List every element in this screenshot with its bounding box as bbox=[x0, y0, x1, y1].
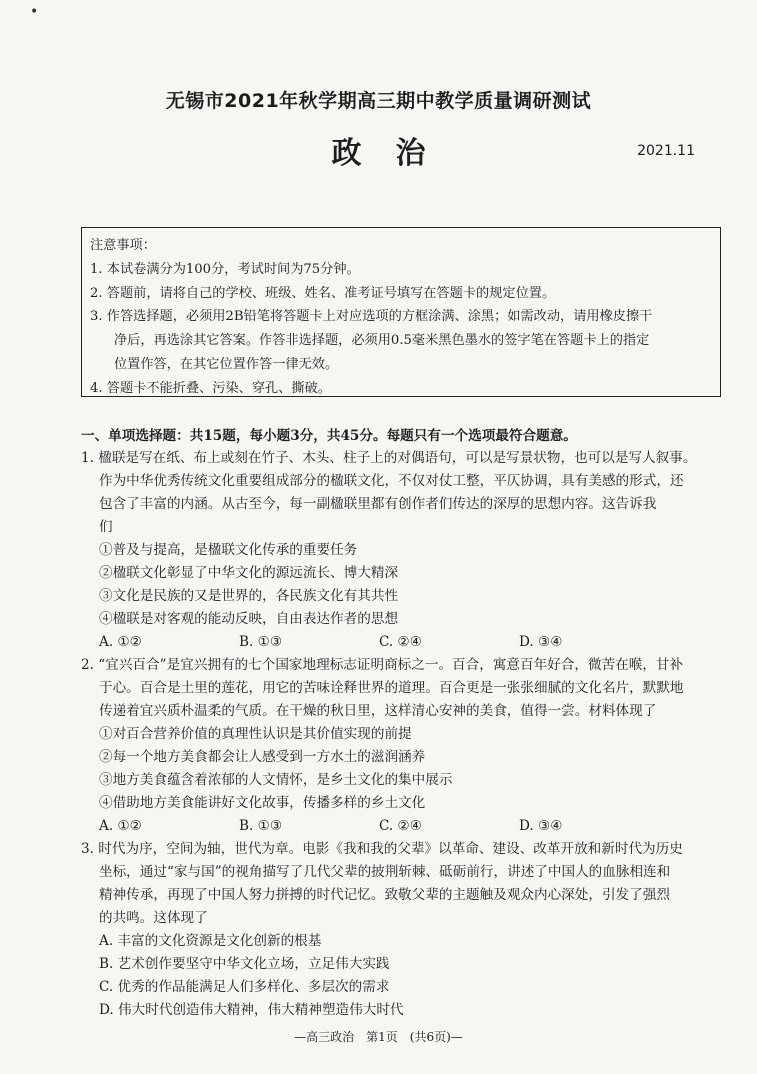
answer-choice: D. ③④ bbox=[519, 818, 563, 834]
notice-list bbox=[90, 258, 712, 401]
answer-choice: B. ①③ bbox=[239, 634, 283, 650]
exam-date: 2021.11 bbox=[637, 143, 695, 159]
notice-item: 位置作答，在其它位置作答一律无效。 bbox=[114, 356, 339, 372]
answer-choice: A. ①② bbox=[99, 818, 142, 834]
question-statement: ③地方美食蕴含着浓郁的人文情怀，是乡土文化的集中展示 bbox=[99, 772, 453, 788]
notice-item: 1. 本试卷满分为100分，考试时间为75分钟。 bbox=[90, 261, 360, 277]
notice-item: 3. 作答选择题，必须用2B铅笔将答题卡上对应选项的方框涂满、涂黑；如需改动，请用橡皮擦干 bbox=[90, 309, 653, 325]
question-block bbox=[81, 838, 726, 1022]
subject-title: 政治 bbox=[331, 136, 460, 171]
notice-item: 4. 答题卡不能折叠、污染、穿孔、撕破。 bbox=[90, 380, 331, 396]
answer-choice: B. ①③ bbox=[239, 818, 283, 834]
answer-choice: D. ③④ bbox=[519, 634, 563, 650]
question-statement: ④借助地方美食能讲好文化故事，传播多样的乡土文化 bbox=[99, 795, 426, 811]
answer-choice: C. ②④ bbox=[379, 818, 422, 834]
question-block bbox=[81, 447, 726, 654]
question-stem-line: 作为中华优秀传统文化重要组成部分的楹联文化，不仅对仗工整，平仄协调，具有美感的形式，还 bbox=[99, 473, 684, 489]
question-statement: ①普及与提高，是楹联文化传承的重要任务 bbox=[99, 542, 358, 558]
exam-title: 无锡市2021年秋学期高三期中教学质量调研测试 bbox=[165, 90, 592, 112]
question-stem-line: 的共鸣。这体现了 bbox=[99, 910, 208, 926]
question-stem-line: 1. 楹联是写在纸、布上或刻在竹子、木头、柱子上的对偶语句，可以是写景状物，也可以是写人叙事。 bbox=[81, 450, 697, 466]
question-stem-line: 坐标，通过“家与国”的视角描写了几代父辈的披荆斩棘、砥砺前行，讲述了中国人的血脉相连和 bbox=[99, 864, 671, 880]
question-list bbox=[81, 447, 726, 1022]
question-stem-line: 3. 时代为序，空间为轴，世代为章。电影《我和我的父辈》以革命、建设、改革开放和新时代为历史 bbox=[81, 841, 683, 857]
corner-mark: • bbox=[30, 4, 39, 20]
section-title: 一、单项选择题：共15题，每小题3分，共45分。每题只有一个选项最符合题意。 bbox=[81, 428, 577, 444]
question-statement: ②每一个地方美食都会让人感受到一方水土的滋润涵养 bbox=[99, 749, 426, 765]
question-stem-line: 包含了丰富的内涵。从古至今，每一副楹联里都有创作者们传达的深厚的思想内容。这告诉我 bbox=[99, 496, 657, 512]
answer-option: C. 优秀的作品能满足人们多样化、多层次的需求 bbox=[99, 979, 390, 995]
question-stem-line: 们 bbox=[99, 519, 113, 535]
notice-item: 2. 答题前，请将自己的学校、班级、姓名、准考证号填写在答题卡的规定位置。 bbox=[90, 285, 556, 301]
answer-choice: A. ①② bbox=[99, 634, 142, 650]
question-statement: ④楹联是对客观的能动反映，自由表达作者的思想 bbox=[99, 611, 399, 627]
notice-heading: 注意事项： bbox=[90, 238, 156, 253]
question-stem-line: 精神传承，再现了中国人努力拼搏的时代记忆。致敬父辈的主题触及观众内心深处，引发了强烈 bbox=[99, 887, 670, 903]
question-statement: ①对百合营养价值的真理性认识是其价值实现的前提 bbox=[99, 726, 412, 742]
question-statement: ③文化是民族的又是世界的，各民族文化有其共性 bbox=[99, 588, 399, 604]
question-stem-line: 传递着宜兴质朴温柔的气质。在干燥的秋日里，这样清心安神的美食，值得一尝。材料体现了 bbox=[99, 703, 657, 719]
question-stem-line: 2. “宜兴百合”是宜兴拥有的七个国家地理标志证明商标之一。百合，寓意百年好合，微苦在喉，甘补 bbox=[81, 657, 684, 673]
answer-choices bbox=[81, 631, 726, 654]
answer-choices bbox=[81, 815, 726, 838]
answer-choice: C. ②④ bbox=[379, 634, 422, 650]
notice-box bbox=[81, 227, 721, 397]
answer-option: B. 艺术创作要坚守中华文化立场，立足伟大实践 bbox=[99, 956, 390, 972]
page-footer: —高三政治 第1页 (共6页)— bbox=[294, 1030, 463, 1044]
answer-option: D. 伟大时代创造伟大精神，伟大精神塑造伟大时代 bbox=[99, 1002, 404, 1018]
question-statement: ②楹联文化彰显了中华文化的源远流长、博大精深 bbox=[99, 565, 399, 581]
notice-item: 净后，再选涂其它答案。作答非选择题，必须用0.5毫米黑色墨水的签字笔在答题卡上的指定 bbox=[114, 333, 650, 349]
question-block bbox=[81, 654, 726, 838]
answer-option: A. 丰富的文化资源是文化创新的根基 bbox=[99, 933, 322, 949]
question-stem-line: 于心。百合是土里的莲花，用它的苦味诠释世界的道理。百合更是一张张细腻的文化名片，默默地 bbox=[99, 680, 684, 696]
